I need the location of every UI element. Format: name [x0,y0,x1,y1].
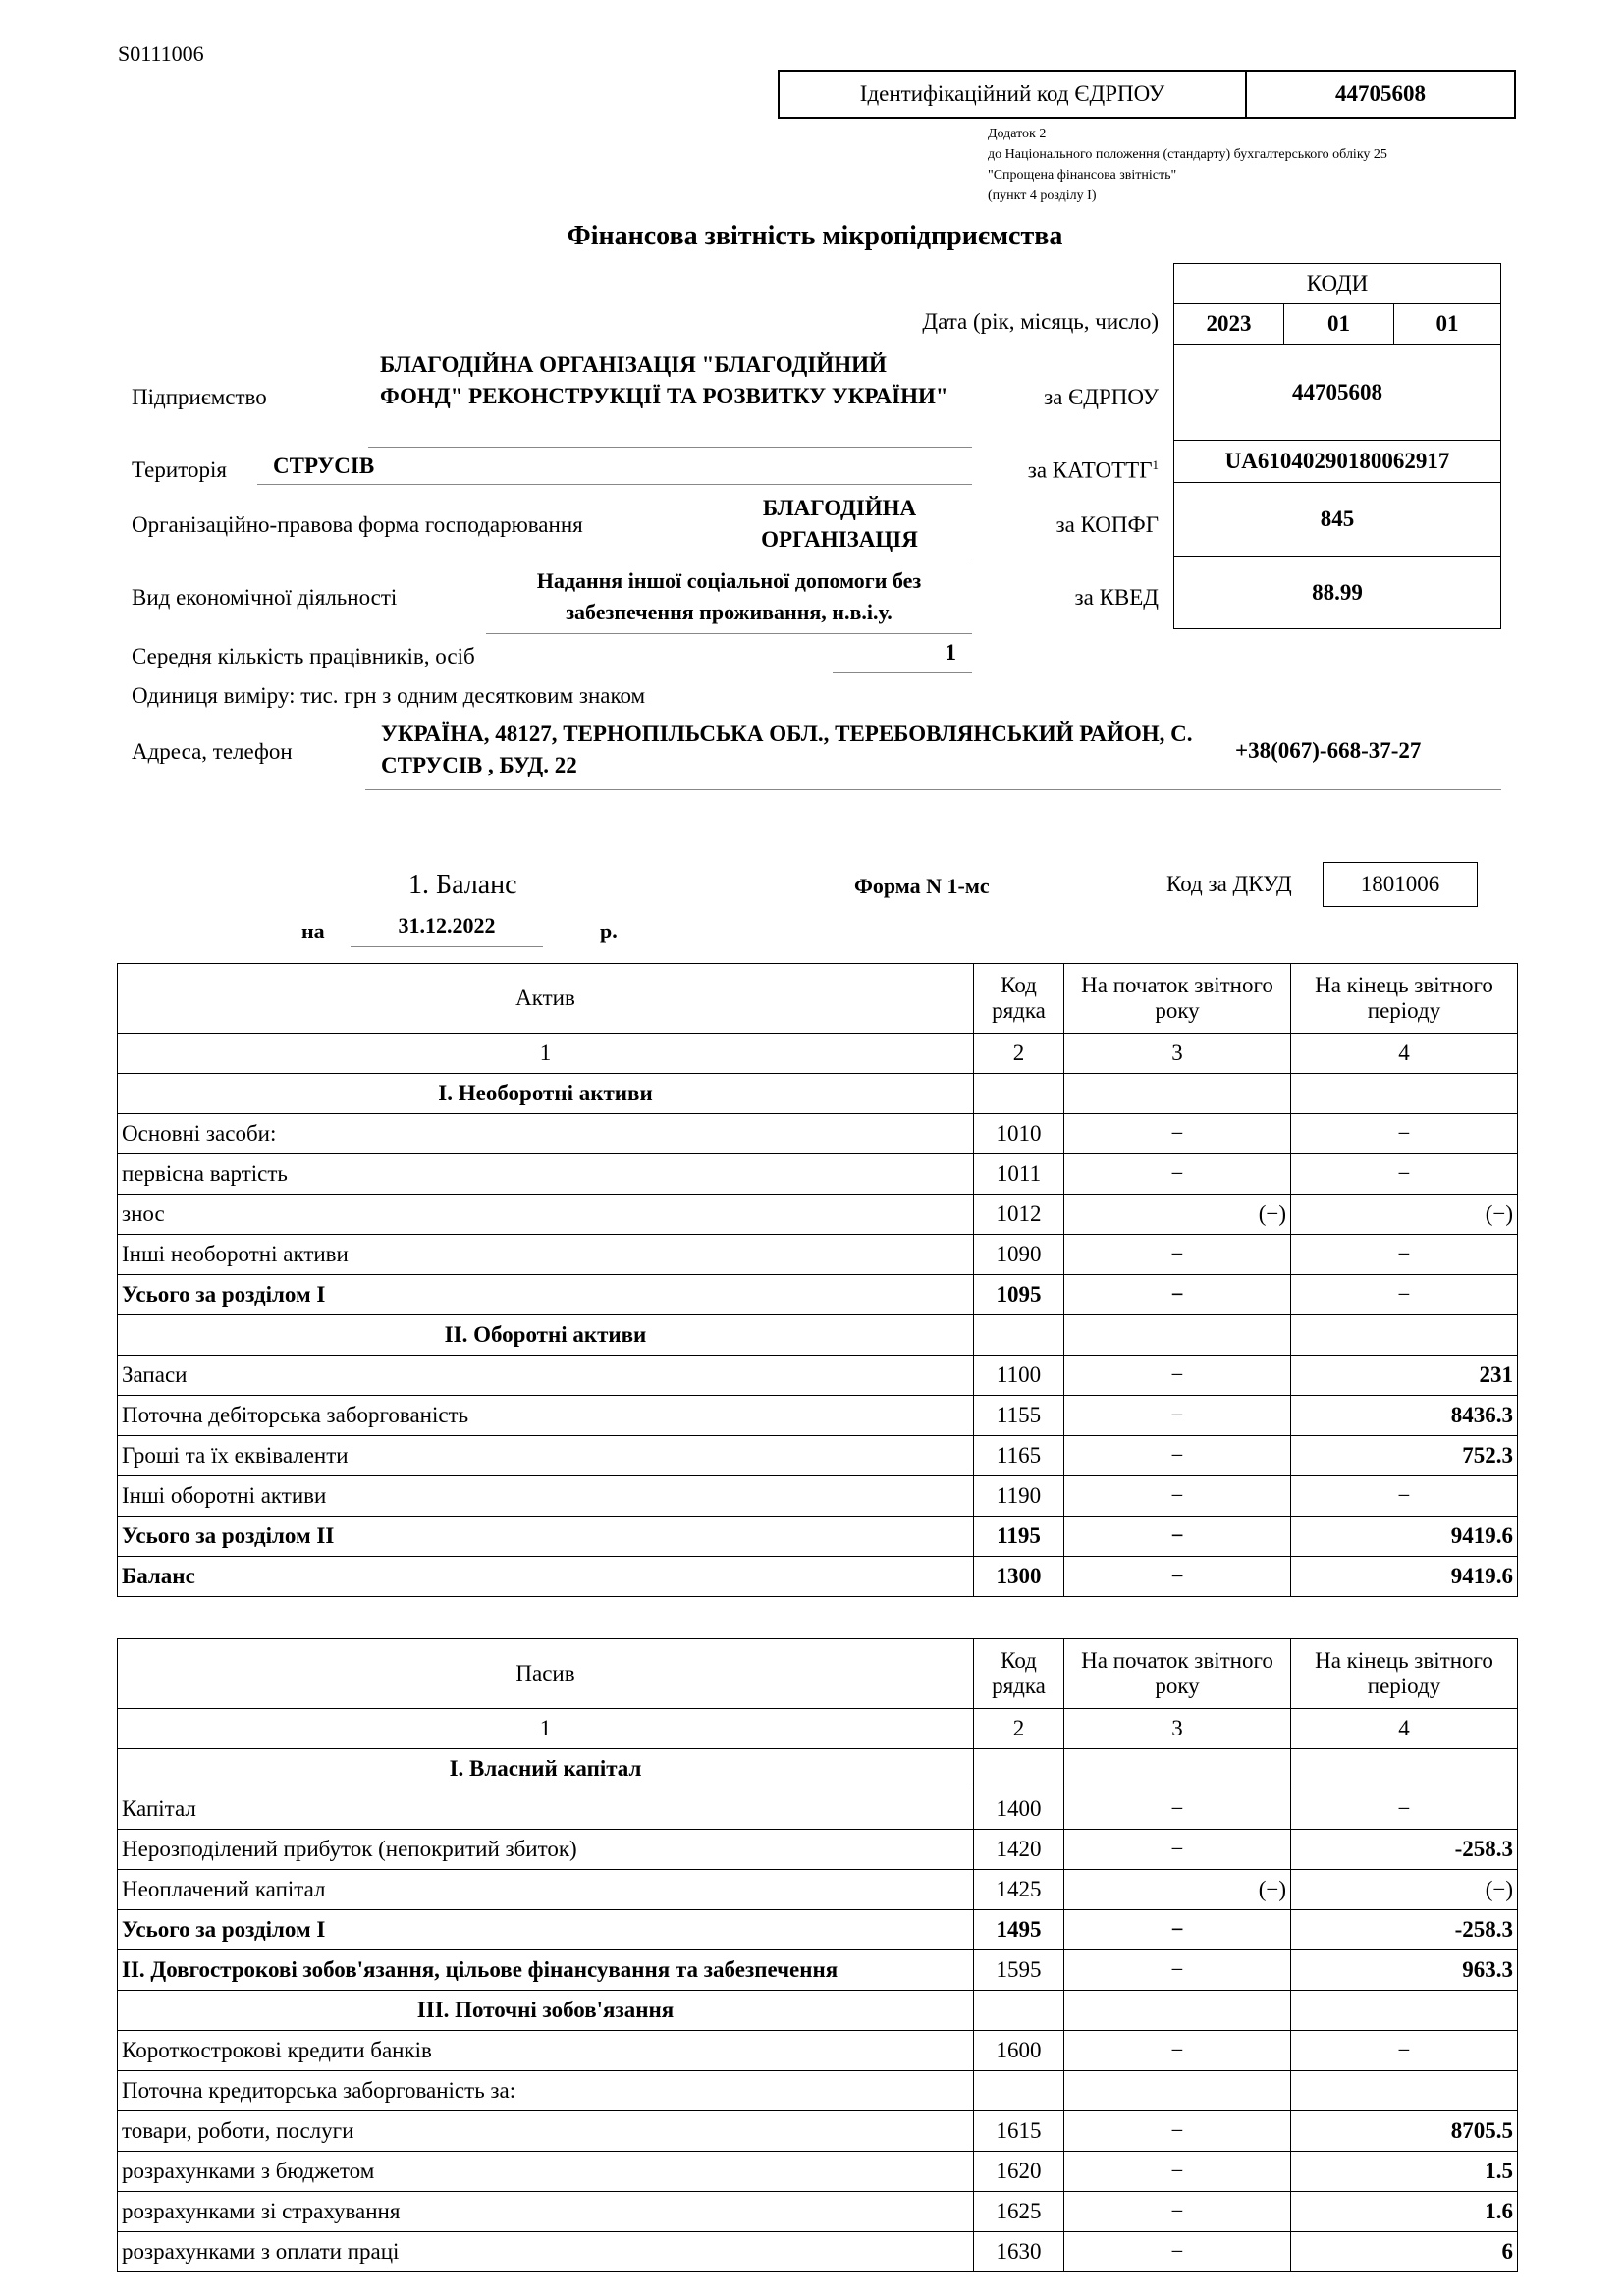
date-day: 01 [1435,311,1459,336]
table-row [118,2152,1518,2192]
row-end-value: -258.3 [1291,1910,1518,1950]
row-label: товари, роботи, послуги [118,2111,974,2152]
row-start-value: − [1064,1114,1291,1154]
row-end-value: − [1291,1235,1518,1275]
row-start-value [1064,1749,1291,1789]
address-value: УКРАЇНА, 48127, ТЕРНОПІЛЬСЬКА ОБЛ., ТЕРЕБОВЛЯНСЬКИЙ РАЙОН, С. СТРУСІВ , БУД. 22 [381,721,1193,777]
row-start-value: − [1064,1396,1291,1436]
table-header-row [118,964,1518,1034]
table-row [118,1154,1518,1195]
column-number: 2 [974,1709,1064,1749]
column-number: 1 [118,1709,974,1749]
table-row [118,1356,1518,1396]
row-code: 1630 [974,2232,1064,2272]
balance-title: 1. Баланс [408,870,517,900]
row-end-value [1291,1315,1518,1356]
row-end-value: (−) [1291,1195,1518,1235]
row-end-value: 6 [1291,2232,1518,2272]
row-end-value: 8705.5 [1291,2111,1518,2152]
column-header: Пасив [118,1639,974,1709]
row-start-value: − [1064,2111,1291,2152]
code-edrpou: 44705608 [1292,379,1382,404]
row-code: 1420 [974,1830,1064,1870]
row-end-value: − [1291,1275,1518,1315]
row-code: 1165 [974,1436,1064,1476]
table-row [118,2031,1518,2071]
table-row [118,1074,1518,1114]
kopfg-label: за КОПФГ [1055,512,1159,537]
row-start-value: − [1064,2031,1291,2071]
column-header: На кінець звітного періоду [1291,964,1518,1034]
table-row [118,2192,1518,2232]
balance-year-suffix: р. [600,919,618,943]
unit-note: Одиниця виміру: тис. грн з одним десятковим знаком [132,683,646,708]
row-code [974,2071,1064,2111]
table-row [118,1235,1518,1275]
territory-value: СТРУСІВ [257,454,972,485]
table-row [118,2071,1518,2111]
row-start-value: − [1064,2152,1291,2192]
codes-box [1173,263,1501,629]
row-end-value: − [1291,1154,1518,1195]
row-end-value: 963.3 [1291,1950,1518,1991]
row-label: Поточна кредиторська заборгованість за: [118,2071,974,2111]
column-number: 3 [1064,1034,1291,1074]
row-label: первісна вартість [118,1154,974,1195]
table-row [118,1950,1518,1991]
document-code: S0111006 [118,41,204,66]
row-start-value [1064,2071,1291,2111]
row-end-value [1291,2071,1518,2111]
row-start-value: − [1064,1910,1291,1950]
row-start-value: − [1064,1557,1291,1597]
row-end-value: 1.5 [1291,2152,1518,2192]
row-end-value [1291,1991,1518,2031]
row-code: 1095 [974,1275,1064,1315]
row-code [974,1074,1064,1114]
row-code: 1300 [974,1557,1064,1597]
legal-form-label: Організаційно-правова форма господарювання [132,512,583,537]
row-end-value: 9419.6 [1291,1517,1518,1557]
row-end-value: 752.3 [1291,1436,1518,1476]
row-code: 1425 [974,1870,1064,1910]
column-number: 2 [974,1034,1064,1074]
row-start-value [1064,1074,1291,1114]
katottg-label: за КАТОТТГ$^1$ [1027,457,1159,483]
enterprise-label: Підприємство [132,385,267,409]
table-row [118,1749,1518,1789]
balance-on-label: на [301,919,325,943]
table-row [118,2111,1518,2152]
row-code: 1600 [974,2031,1064,2071]
edrpou-label: за ЄДРПОУ [1044,385,1159,409]
dkud-value: 1801006 [1323,862,1478,907]
table-row [118,1910,1518,1950]
row-label: Капітал [118,1789,974,1830]
row-label: знос [118,1195,974,1235]
row-code: 1595 [974,1950,1064,1991]
row-label: II. Довгострокові зобов'язання, цільове фінансування та забезпечення [118,1950,974,1991]
date-label: Дата (рік, місяць, число) [922,309,1159,334]
row-label: Інші необоротні активи [118,1235,974,1275]
row-start-value: (−) [1064,1195,1291,1235]
liabilities-table [117,1638,1518,2272]
row-label: I. Необоротні активи [118,1074,974,1114]
row-end-value: − [1291,2031,1518,2071]
table-header-row [118,1639,1518,1709]
phone-value: +38(067)-668-37-27 [1235,738,1422,763]
row-start-value: − [1064,2192,1291,2232]
date-year: 2023 [1174,304,1284,344]
row-start-value: (−) [1064,1870,1291,1910]
row-start-value [1064,1991,1291,2031]
row-start-value: − [1064,1356,1291,1396]
appendix-line: до Національного положення (стандарту) бухгалтерського обліку 25 [988,147,1387,162]
activity-value: Надання іншої соціальної допомоги без забезпечення проживання, н.в.і.у. [486,565,972,634]
row-label: I. Власний капітал [118,1749,974,1789]
enterprise-name: БЛАГОДІЙНА ОРГАНІЗАЦІЯ "БЛАГОДІЙНИЙ ФОНД" РЕКОНСТРУКЦІЇ ТА РОЗВИТКУ УКРАЇНИ" [368,349,972,448]
table-row [118,2232,1518,2272]
row-label: розрахунками зі страхування [118,2192,974,2232]
code-kopfg: 845 [1320,507,1355,531]
row-label: Запаси [118,1356,974,1396]
row-code: 1625 [974,2192,1064,2232]
code-kved: 88.99 [1312,579,1363,605]
date-month: 01 [1284,304,1394,344]
row-end-value: − [1291,1114,1518,1154]
row-end-value: 9419.6 [1291,1557,1518,1597]
column-number-row [118,1034,1518,1074]
table-row [118,1114,1518,1154]
column-header: На кінець звітного періоду [1291,1639,1518,1709]
row-code: 1400 [974,1789,1064,1830]
table-row [118,1870,1518,1910]
row-end-value: − [1291,1476,1518,1517]
row-code [974,1315,1064,1356]
dkud-label: Код за ДКУД [1166,872,1292,896]
row-end-value: (−) [1291,1870,1518,1910]
table-row [118,1436,1518,1476]
table-row [118,1396,1518,1436]
employees-label: Середня кількість працівників, осіб [132,644,475,668]
column-number: 1 [118,1034,974,1074]
row-start-value: − [1064,1235,1291,1275]
row-end-value [1291,1749,1518,1789]
codes-header: КОДИ [1306,271,1369,295]
row-code: 1195 [974,1517,1064,1557]
row-label: II. Оборотні активи [118,1315,974,1356]
appendix-line: Додаток 2 [988,127,1047,141]
row-label: Усього за розділом I [118,1910,974,1950]
row-label: Гроші та їх еквіваленти [118,1436,974,1476]
row-start-value: − [1064,1789,1291,1830]
row-start-value: − [1064,2232,1291,2272]
employees-value: 1 [833,640,972,673]
row-label: Основні засоби: [118,1114,974,1154]
territory-label: Територія [132,457,227,482]
column-header: Актив [118,964,974,1034]
column-number: 4 [1291,1709,1518,1749]
row-start-value: − [1064,1950,1291,1991]
row-label: Короткострокові кредити банків [118,2031,974,2071]
address-label: Адреса, телефон [132,739,293,764]
row-label: Нерозподілений прибуток (непокритий збиток) [118,1830,974,1870]
table-row [118,1991,1518,2031]
row-label: розрахунками з бюджетом [118,2152,974,2192]
edrpou-box-label: Ідентифікаційний код ЄДРПОУ [780,72,1247,117]
row-label: Баланс [118,1557,974,1597]
table-row [118,1275,1518,1315]
column-header: Код рядка [974,1639,1064,1709]
row-code [974,1749,1064,1789]
row-code: 1190 [974,1476,1064,1517]
row-code: 1100 [974,1356,1064,1396]
row-label: III. Поточні зобов'язання [118,1991,974,2031]
column-header: На початок звітного року [1064,964,1291,1034]
row-code: 1615 [974,2111,1064,2152]
row-label: Інші оборотні активи [118,1476,974,1517]
appendix-note [988,124,1387,206]
column-header: На початок звітного року [1064,1639,1291,1709]
row-start-value [1064,1315,1291,1356]
column-number: 4 [1291,1034,1518,1074]
row-code: 1495 [974,1910,1064,1950]
row-end-value: 1.6 [1291,2192,1518,2232]
form-number: Форма N 1-мс [854,874,990,898]
column-header: Код рядка [974,964,1064,1034]
table-row [118,1476,1518,1517]
legal-form-value: БЛАГОДІЙНА ОРГАНІЗАЦІЯ [707,493,972,561]
activity-label: Вид економічної діяльності [132,585,398,610]
row-start-value: − [1064,1476,1291,1517]
row-code: 1620 [974,2152,1064,2192]
balance-date: 31.12.2022 [351,913,543,947]
row-end-value [1291,1074,1518,1114]
row-start-value: − [1064,1275,1291,1315]
row-start-value: − [1064,1436,1291,1476]
row-label: Усього за розділом II [118,1517,974,1557]
row-code: 1011 [974,1154,1064,1195]
row-label: Усього за розділом I [118,1275,974,1315]
address-line [365,719,1501,790]
row-end-value: -258.3 [1291,1830,1518,1870]
column-number: 3 [1064,1709,1291,1749]
row-code: 1090 [974,1235,1064,1275]
row-label: Поточна дебіторська заборгованість [118,1396,974,1436]
appendix-line: (пункт 4 розділу I) [988,188,1097,203]
table-row [118,1557,1518,1597]
row-code [974,1991,1064,2031]
code-katottg: UA61040290180062917 [1224,449,1450,473]
row-code: 1012 [974,1195,1064,1235]
table-row [118,1195,1518,1235]
row-code: 1155 [974,1396,1064,1436]
row-label: розрахунками з оплати праці [118,2232,974,2272]
row-code: 1010 [974,1114,1064,1154]
kved-label: за КВЕД [1074,585,1159,610]
appendix-line: "Спрощена фінансова звітність" [988,168,1177,183]
row-end-value: 8436.3 [1291,1396,1518,1436]
row-start-value: − [1064,1830,1291,1870]
edrpou-box [778,70,1516,119]
table-row [118,1517,1518,1557]
row-end-value: − [1291,1789,1518,1830]
table-row [118,1789,1518,1830]
assets-table [117,963,1518,1597]
row-end-value: 231 [1291,1356,1518,1396]
table-row [118,1830,1518,1870]
edrpou-box-value: 44705608 [1335,81,1426,106]
table-row [118,1315,1518,1356]
row-start-value: − [1064,1154,1291,1195]
column-number-row [118,1709,1518,1749]
page-title: Фінансова звітність мікропідприємства [567,221,1063,251]
row-label: Неоплачений капітал [118,1870,974,1910]
row-start-value: − [1064,1517,1291,1557]
